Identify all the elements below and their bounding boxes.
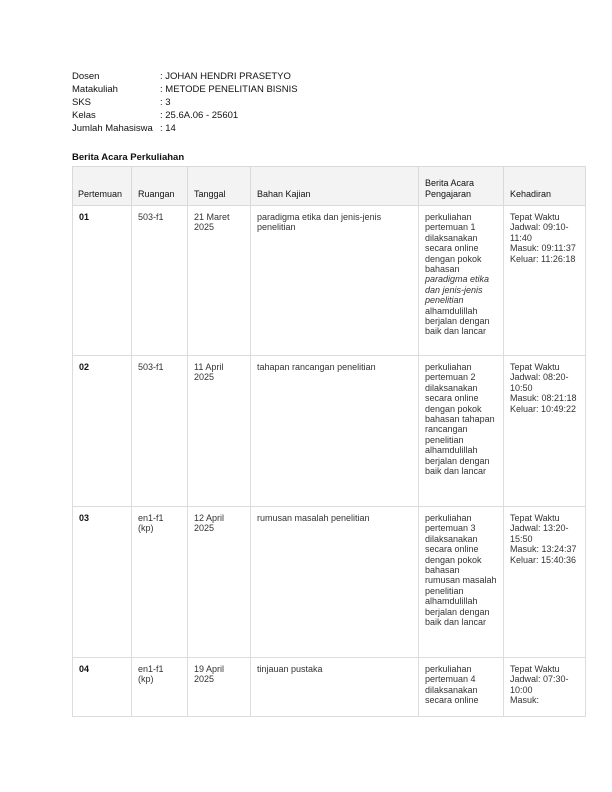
kehadiran-jadwal: Jadwal: 09:10-11:40 (510, 222, 569, 243)
info-value: : 3 (160, 97, 171, 108)
column-header-kehadiran: Kehadiran (504, 167, 586, 206)
cell-berita-acara (419, 206, 504, 356)
cell-ruangan: 503-f1 (132, 356, 188, 507)
berita-topic: rumusan masalah penelitian (425, 575, 497, 596)
cell-tanggal: 11 April 2025 (188, 356, 251, 507)
info-value: : 25.6A.06 - 25601 (160, 110, 239, 121)
column-header-ruangan: Ruangan (132, 167, 188, 206)
cell-bahan-kajian: rumusan masalah penelitian (251, 507, 419, 658)
table-row (73, 206, 586, 356)
info-value: : METODE PENELITIAN BISNIS (160, 84, 298, 95)
berita-topic: paradigma etika dan jenis-jenis penelitian (425, 274, 490, 306)
kehadiran-status: Tepat Waktu (510, 664, 560, 674)
kehadiran-keluar: Keluar: 11:26:18 (510, 253, 576, 264)
kehadiran-jadwal: Jadwal: 07:30-10:00 (510, 674, 569, 695)
cell-bahan-kajian: tahapan rancangan penelitian (251, 356, 419, 507)
kehadiran-status: Tepat Waktu (510, 362, 560, 372)
course-info (72, 70, 298, 135)
kehadiran-keluar: Keluar: 15:40:36 (510, 554, 577, 565)
table-row (73, 507, 586, 658)
column-header-bahan-kajian: Bahan Kajian (251, 167, 419, 206)
cell-kehadiran (504, 206, 586, 356)
cell-pertemuan: 01 (73, 206, 132, 356)
table-row (73, 356, 586, 507)
kehadiran-jadwal: Jadwal: 13:20-15:50 (510, 523, 569, 544)
berita-text: perkuliahan pertemuan 1 dilaksanakan secara online dengan pokok bahasan (425, 212, 482, 275)
column-header-pertemuan: Pertemuan (73, 167, 132, 206)
kehadiran-status: Tepat Waktu (510, 513, 560, 523)
cell-pertemuan: 04 (73, 658, 132, 717)
cell-tanggal: 19 April 2025 (188, 658, 251, 717)
info-row-kelas (72, 109, 298, 122)
cell-berita-acara (419, 356, 504, 507)
cell-ruangan: en1-f1 (kp) (132, 507, 188, 658)
info-label: Matakuliah (72, 84, 118, 95)
berita-text: alhamdulillah berjalan dengan baik dan lancar (425, 445, 490, 477)
info-value: : JOHAN HENDRI PRASETYO (160, 71, 291, 82)
column-header-berita-acara: Berita Acara Pengajaran (419, 167, 504, 206)
kehadiran-masuk: Masuk: 09:11:37 (510, 243, 576, 254)
table-header-row (73, 167, 586, 206)
info-value: : 14 (160, 123, 176, 134)
info-row-dosen (72, 70, 298, 83)
kehadiran-masuk: Masuk: 08:21:18 (510, 393, 577, 404)
column-header-tanggal: Tanggal (188, 167, 251, 206)
cell-tanggal: 12 April 2025 (188, 507, 251, 658)
cell-pertemuan: 02 (73, 356, 132, 507)
info-row-matakuliah (72, 83, 298, 96)
berita-text: perkuliahan pertemuan 2 dilaksanakan secara online dengan pokok bahasan (425, 362, 482, 425)
cell-kehadiran (504, 658, 586, 717)
berita-acara-table (72, 166, 586, 717)
berita-text: alhamdulillah berjalan dengan baik dan lancar (425, 596, 490, 628)
info-row-jumlah-mahasiswa (72, 122, 298, 135)
table-row (73, 658, 586, 717)
cell-tanggal: 21 Maret 2025 (188, 206, 251, 356)
kehadiran-keluar: Keluar: 10:49:22 (510, 403, 577, 414)
info-label: SKS (72, 97, 92, 108)
kehadiran-jadwal: Jadwal: 08:20-10:50 (510, 372, 569, 393)
info-label: Jumlah Mahasiswa (72, 123, 153, 134)
cell-bahan-kajian: tinjauan pustaka (251, 658, 419, 717)
kehadiran-status: Tepat Waktu (510, 212, 560, 222)
cell-ruangan: 503-f1 (132, 206, 188, 356)
section-title: Berita Acara Perkuliahan (72, 152, 185, 163)
info-row-sks (72, 96, 298, 109)
info-label: Kelas (72, 110, 96, 121)
berita-text: alhamdulillah berjalan dengan baik dan lancar (425, 305, 490, 337)
cell-pertemuan: 03 (73, 507, 132, 658)
berita-topic: tahapan rancangan penelitian (425, 414, 495, 445)
cell-bahan-kajian: paradigma etika dan jenis-jenis penelitian (251, 206, 419, 356)
cell-ruangan: en1-f1 (kp) (132, 658, 188, 717)
cell-kehadiran (504, 356, 586, 507)
berita-text: perkuliahan pertemuan 3 dilaksanakan secara online dengan pokok bahasan (425, 513, 482, 576)
cell-berita-acara (419, 658, 504, 717)
berita-text: perkuliahan pertemuan 4 dilaksanakan secara online (425, 664, 479, 706)
kehadiran-masuk: Masuk: 13:24:37 (510, 544, 577, 555)
cell-berita-acara (419, 507, 504, 658)
cell-kehadiran (504, 507, 586, 658)
info-label: Dosen (72, 71, 100, 82)
kehadiran-masuk: Masuk: (510, 695, 540, 706)
